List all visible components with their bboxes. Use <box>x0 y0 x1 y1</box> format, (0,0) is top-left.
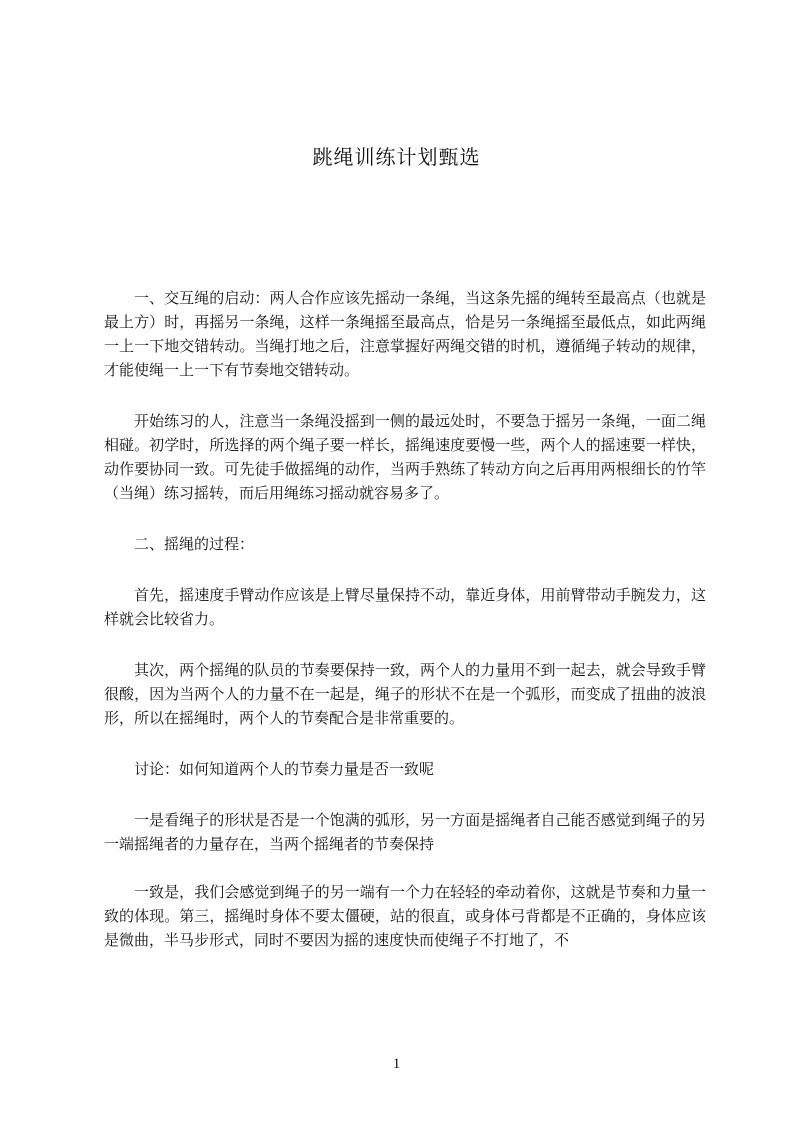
paragraph-rhythm: 其次，两个摇绳的队员的节奏要保持一致，两个人的力量用不到一起去，就会导致手臂很酸，因为当两个人的力量不在一起是，绳子的形状不在是一个弧形，而变成了扭曲的波浪形，所以在摇绳时，两个人的节奏配合是非常重要的。 <box>104 661 706 727</box>
document-title: 跳绳训练计划甄选 <box>312 145 481 169</box>
paragraph-rope-start: 一、交互绳的启动：两人合作应该先摇动一条绳，当这条先摇的绳转至最高点（也就是最上方）时，再摇另一条绳，这样一条绳摇至最高点，恰是另一条绳摇至最低点，如此两绳一上一下地交错转动。当绳打地之后，注意掌握好两绳交错的时机，遵循绳子转动的规律，才能使绳一上一下有节奏地交错转动。 <box>104 289 706 379</box>
paragraph-rope-shape: 一是看绳子的形状是否是一个饱满的弧形，另一方面是摇绳者自己能否感觉到绳子的另一端摇绳者的力量存在，当两个摇绳者的节奏保持 <box>104 811 706 853</box>
paragraph-discussion-question: 讨论：如何知道两个人的节奏力量是否一致呢 <box>134 760 435 778</box>
page-number: 1 <box>392 1056 401 1072</box>
section-heading-rope-process: 二、摇绳的过程： <box>134 535 255 553</box>
paragraph-arm-motion: 首先，摇速度手臂动作应该是上臂尽量保持不动，靠近身体，用前臂带动手腕发力，这样就会比较省力。 <box>104 586 706 628</box>
document-body <box>104 286 706 979</box>
paragraph-beginner-tips: 开始练习的人，注意当一条绳没摇到一侧的最远处时，不要急于摇另一条绳，一面二绳相碰。初学时，所选择的两个绳子要一样长，摇绳速度要慢一些，两个人的摇速要一样快，动作要协同一致。可先徒手做摇绳的动作，当两手熟练了转动方向之后再用两根细长的竹竿（当绳）练习摇转，而后用绳练习摇动就容易多了。 <box>104 412 706 502</box>
paragraph-consistency: 一致是，我们会感觉到绳子的另一端有一个力在轻轻的牵动着你，这就是节奏和力量一致的体现。第三，摇绳时身体不要太僵硬，站的很直，或身体弓背都是不正确的，身体应该是微曲，半马步形式，同时不要因为摇的速度快而使绳子不打地了，不 <box>104 883 706 949</box>
